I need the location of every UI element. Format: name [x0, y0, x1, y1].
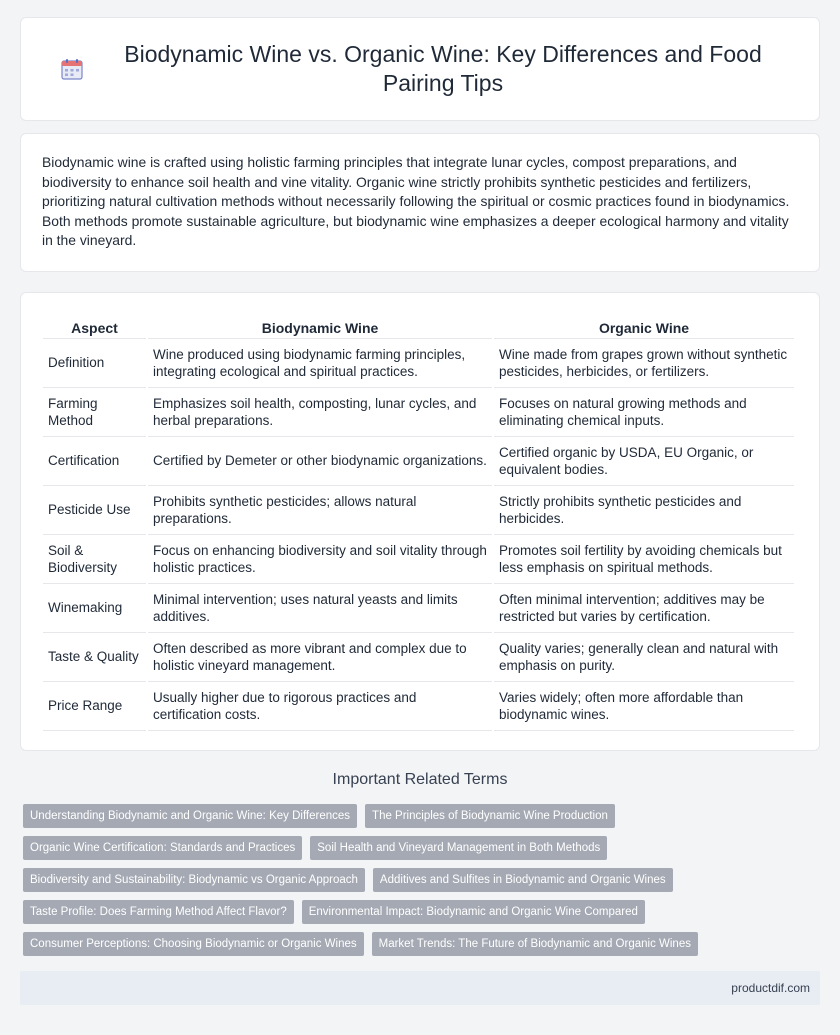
table-row	[43, 437, 794, 486]
footer	[20, 971, 820, 1005]
table-header-row	[43, 313, 794, 339]
cell-biodynamic: Emphasizes soil health, composting, lunar cycles, and herbal preparations.	[148, 388, 492, 437]
cell-organic: Promotes soil fertility by avoiding chemicals but less emphasis on spiritual methods.	[494, 535, 794, 584]
intro-paragraph: Biodynamic wine is crafted using holistic farming principles that integrate lunar cycles, compost preparations, and biodiversity to enhance soil health and vine vitality. Organic wine strictly prohibits synthetic pesticides and fertilizers, prioritizing natural cultivation methods without necessarily following the spiritual or cosmic practices found in biodynamics. Both methods promote sustainable agriculture, but biodynamic wine emphasizes a deeper ecological harmony and vitality in the vineyard.	[42, 154, 790, 248]
cell-aspect: Soil & Biodiversity	[43, 535, 146, 584]
cell-organic: Varies widely; often more affordable than biodynamic wines.	[494, 682, 794, 731]
cell-organic: Quality varies; generally clean and natural with emphasis on purity.	[494, 633, 794, 682]
cell-aspect: Taste & Quality	[43, 633, 146, 682]
table-row	[43, 388, 794, 437]
table-row	[43, 682, 794, 731]
related-terms-list	[23, 804, 803, 964]
footer-site-link[interactable]: productdif.com	[731, 981, 810, 995]
related-term-link[interactable]: The Principles of Biodynamic Wine Production	[365, 804, 615, 828]
header-aspect: Aspect	[43, 313, 146, 339]
cell-biodynamic: Minimal intervention; uses natural yeasts and limits additives.	[148, 584, 492, 633]
intro-card	[20, 133, 820, 272]
related-term-link[interactable]: Understanding Biodynamic and Organic Wine: Key Differences	[23, 804, 357, 828]
cell-biodynamic: Wine produced using biodynamic farming principles, integrating ecological and spiritual practices.	[148, 339, 492, 388]
page-title: Biodynamic Wine vs. Organic Wine: Key Differences and Food Pairing Tips	[124, 41, 762, 96]
cell-aspect: Pesticide Use	[43, 486, 146, 535]
related-term-link[interactable]: Biodiversity and Sustainability: Biodynamic vs Organic Approach	[23, 868, 365, 892]
table-row	[43, 535, 794, 584]
header-biodynamic: Biodynamic Wine	[148, 313, 492, 339]
cell-biodynamic: Often described as more vibrant and complex due to holistic vineyard management.	[148, 633, 492, 682]
table-row	[43, 486, 794, 535]
cell-biodynamic: Certified by Demeter or other biodynamic organizations.	[148, 437, 492, 486]
related-term-link[interactable]: Additives and Sulfites in Biodynamic and Organic Wines	[373, 868, 673, 892]
header-organic: Organic Wine	[494, 313, 794, 339]
table-row	[43, 339, 794, 388]
cell-aspect: Certification	[43, 437, 146, 486]
related-terms-title: Important Related Terms	[332, 771, 508, 788]
cell-organic: Certified organic by USDA, EU Organic, or equivalent bodies.	[494, 437, 794, 486]
cell-aspect: Price Range	[43, 682, 146, 731]
table-row	[43, 584, 794, 633]
table-row	[43, 633, 794, 682]
related-term-link[interactable]: Taste Profile: Does Farming Method Affect Flavor?	[23, 900, 294, 924]
cell-biodynamic: Usually higher due to rigorous practices and certification costs.	[148, 682, 492, 731]
related-term-link[interactable]: Soil Health and Vineyard Management in Both Methods	[310, 836, 607, 860]
cell-organic: Focuses on natural growing methods and eliminating chemical inputs.	[494, 388, 794, 437]
cell-organic: Strictly prohibits synthetic pesticides and herbicides.	[494, 486, 794, 535]
header-card	[20, 17, 820, 121]
cell-aspect: Winemaking	[43, 584, 146, 633]
comparison-table	[41, 313, 796, 731]
cell-organic: Wine made from grapes grown without synthetic pesticides, herbicides, or fertilizers.	[494, 339, 794, 388]
comparison-table-card	[20, 292, 820, 751]
cell-biodynamic: Prohibits synthetic pesticides; allows natural preparations.	[148, 486, 492, 535]
related-term-link[interactable]: Organic Wine Certification: Standards and Practices	[23, 836, 302, 860]
cell-aspect: Definition	[43, 339, 146, 388]
calendar-icon	[60, 57, 84, 81]
related-term-link[interactable]: Market Trends: The Future of Biodynamic and Organic Wines	[372, 932, 698, 956]
cell-aspect: Farming Method	[43, 388, 146, 437]
cell-biodynamic: Focus on enhancing biodiversity and soil vitality through holistic practices.	[148, 535, 492, 584]
cell-organic: Often minimal intervention; additives may be restricted but varies by certification.	[494, 584, 794, 633]
related-term-link[interactable]: Consumer Perceptions: Choosing Biodynamic or Organic Wines	[23, 932, 364, 956]
related-term-link[interactable]: Environmental Impact: Biodynamic and Organic Wine Compared	[302, 900, 645, 924]
